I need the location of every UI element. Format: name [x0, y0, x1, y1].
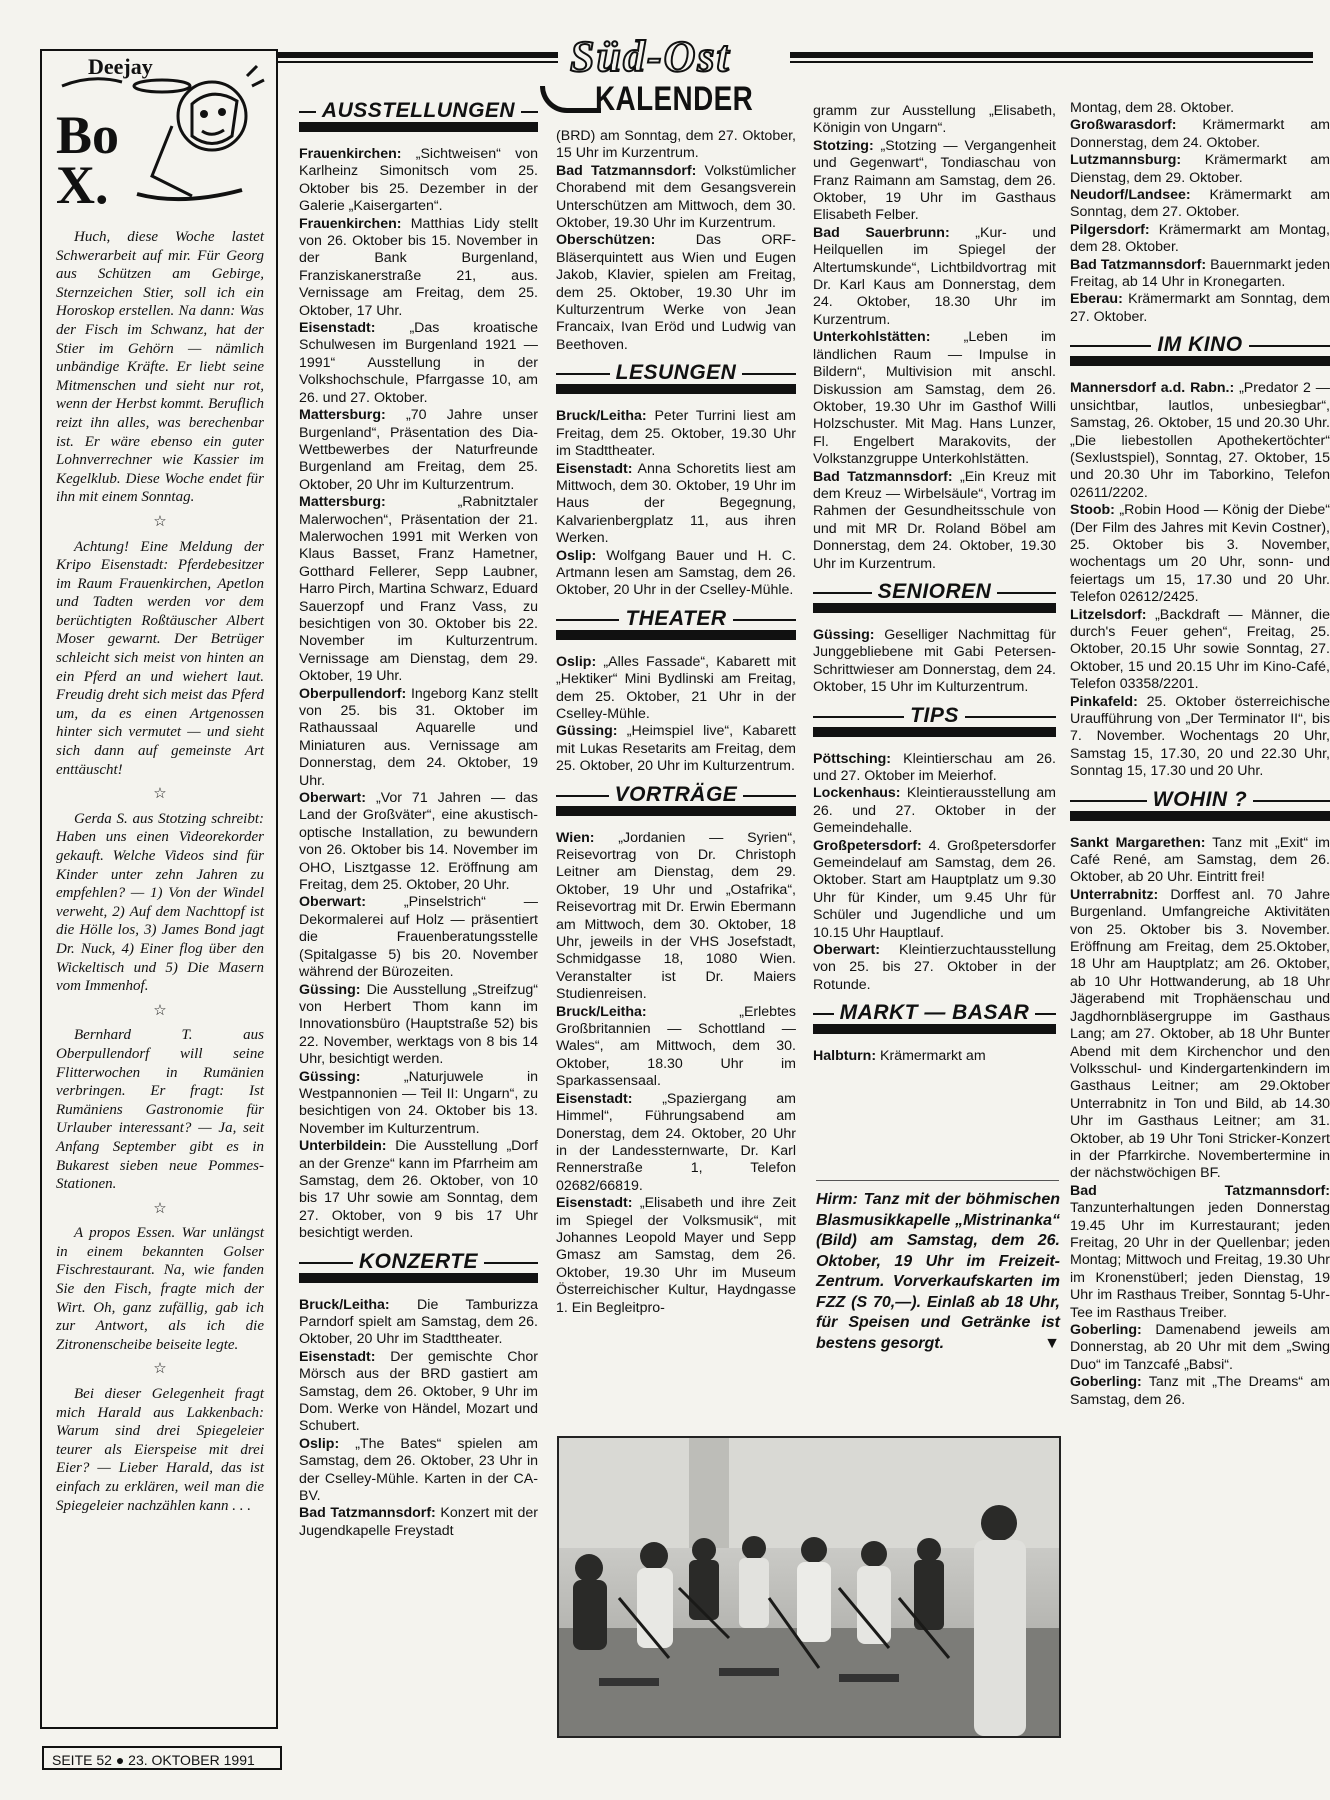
list-item: Unterbildein: Die Ausstellung „Dorf an der Grenze“ kann im Pfarrheim am Samstag, dem 26. Oktober, von 10 bis 17 Uhr sowie am Sonntag, dem 27. Oktober, von 9 bis 17 Uhr besichtigt werden.	[299, 1138, 538, 1242]
list-theater	[556, 654, 796, 776]
list-item: Mattersburg: „70 Jahre unser Burgenland“, Präsentation des Dia-Wettbewerbes der Naturfreunde Burgenland am Freitag, dem 25. Oktober, 20 Uhr im Kulturzentrum.	[299, 407, 538, 493]
column-1	[299, 92, 538, 1540]
band-photo-image-icon	[559, 1438, 1059, 1736]
list-item: Eisenstadt: „Elisabeth und ihre Zeit im Spiegel der Volksmusik“, mit Johannes Leopold Mayer und Sepp Gmasz am Samstag, dem 26. Oktober, 19.30 Uhr im Museum Österreichischer Kultur, Haydngasse 1. Ein Begleitpro-	[556, 1195, 796, 1316]
list-vortraege-cont	[813, 138, 1056, 573]
section-title: LESUNGEN	[610, 361, 743, 384]
section-title: TIPS	[904, 704, 965, 727]
star-separator-icon: ☆	[153, 1002, 167, 1019]
section-header-senioren	[813, 579, 1056, 615]
list-item: Oberwart: „Vor 71 Jahren — das Land der Großväter“, eine akustisch-optische Installation, zu bewundern von 26. Oktober bis 14. November im OHO, Lisztgasse 12. Eröffnung am Freitag, dem 25. Oktober, 20 Uhr.	[299, 790, 538, 894]
list-item: Bruck/Leitha: Die Tamburizza Parndorf spielt am Samstag, dem 26. Oktober, 20 Uhr im Stadttheater.	[299, 1296, 538, 1348]
section-header-ausstellungen	[299, 98, 538, 134]
list-item: Bad Tatzmannsdorf: Bauernmarkt jeden Freitag, ab 14 Uhr in Kronegarten.	[1070, 256, 1330, 291]
list-item: Bad Tatzmannsdorf: „Ein Kreuz mit dem Kreuz — Wirbelsäule“, Vortrag im Rahmen der Gesundheitsschule von und mit MR Dr. Roland Böbel am Donnerstag, dem 24. Oktober, 19.30 Uhr im Kurzentrum.	[813, 468, 1056, 572]
list-item: Frauenkirchen: Matthias Lidy stellt von 26. Oktober bis 15. November in der Bank Burgenland, Franziskanerstraße 21, aus. Vernissage am Freitag, dem 25. Oktober, 17 Uhr.	[299, 215, 538, 319]
top-rule-right	[790, 52, 1313, 58]
list-item: Wien: „Jordanien — Syrien“, Reisevortrag von Dr. Christoph Leitner am Dienstag, dem 29. Oktober, 19 Uhr und „Ostafrika“, Reisevortrag mit Dr. Erwin Ebermann am Mittwoch, dem 30. Oktober, 18 Uhr, jeweils in der VHS Josefstadt, Schmidgasse 18, 1080 Wien. Veranstalter ist Dr. Maiers Studienreisen.	[556, 829, 796, 1003]
list-item: Oberpullendorf: Ingeborg Kanz stellt von 25. bis 31. Oktober im Rathaussaal Aquarelle und Miniaturen aus. Vernissage am Donnerstag, dem 24. Oktober, 19 Uhr.	[299, 685, 538, 789]
masthead-script-title: Süd-Ost	[570, 32, 731, 81]
list-item: Bruck/Leitha: Peter Turrini liest am Freitag, dem 25. Oktober, 19.30 Uhr im Stadttheater.	[556, 408, 796, 460]
list-konzerte	[299, 1297, 538, 1541]
band-photo	[557, 1436, 1061, 1738]
section-title: IM KINO	[1151, 333, 1248, 356]
list-item: Pöttsching: Kleintierschau am 26. und 27. Oktober im Meierhof.	[813, 750, 1056, 784]
section-title: KONZERTE	[353, 1250, 484, 1273]
section-header-vortraege	[556, 782, 796, 818]
deejay-column	[56, 228, 264, 1515]
list-item: Großpetersdorf: 4. Großpetersdorfer Gemeindelauf am Samstag, dem 26. Oktober. Start am Hauptplatz um 9.30 Uhr für Kinder, um 9.45 Uhr für Schüler und Jugendliche und um 10.15 Uhr Hauptlauf.	[813, 837, 1056, 941]
section-header-theater	[556, 606, 796, 642]
column-2	[556, 128, 796, 1317]
list-item: Frauenkirchen: „Sichtweisen“ von Karlheinz Simonitsch vom 25. Oktober bis 25. Dezember in der Galerie „Kaisergarten“.	[299, 146, 538, 215]
list-item: Güssing: Die Ausstellung „Streifzug“ von Herbert Thom kann im Innovationsbüro (Hauptstraße 52) bis 22. November, werktags von 8 bis 14 Uhr, besichtigt werden.	[299, 981, 538, 1068]
star-separator-icon: ☆	[153, 786, 167, 803]
section-header-wohin	[1070, 787, 1330, 823]
list-item: Goberling: Tanz mit „The Dreams“ am Samstag, dem 26.	[1070, 1374, 1330, 1408]
list-senioren	[813, 627, 1056, 697]
bullet-icon: ●	[115, 1752, 125, 1768]
list-item: Unterkohlstätten: „Leben im ländlichen Raum — Impulse in Bildern“, Multivision mit anschl. Diskussion am Samstag, dem 26. Oktober, 19.30 Uhr im Gasthof Willi Holzschuster. Mit Mag. Hans Lunzer, Fl. Engelbert Marakovits, der Volkstanzgruppe Unterkohlstätten.	[813, 329, 1056, 468]
list-item: Sankt Margarethen: Tanz mit „Exit“ im Café René, am Samstag, dem 26. Oktober, ab 20 Uhr. Eintritt frei!	[1070, 834, 1330, 886]
list-item: Lutzmannsburg: Krämermarkt am Dienstag, dem 29. Oktober.	[1070, 152, 1330, 186]
list-item: Pilgersdorf: Krämermarkt am Montag, dem 28. Oktober.	[1070, 221, 1330, 256]
section-title: MARKT — BASAR	[834, 1001, 1036, 1024]
top-rule-right-thin	[790, 61, 1313, 63]
list-item: Mattersburg: „Rabnitztaler Malerwochen“, Präsentation der 21. Malerwochen 1991 mit Werken von Klaus Basset, Franz Hametner, Gotthard Fellerer, Sepp Laubner, Harro Pirch, Martina Schwarz, Eduard Sauerzopf und Franz Vass, zu besichtigen von 30. Oktober bis 22. November im Kulturzentrum. Vernissage am Dienstag, dem 29. Oktober, 19 Uhr.	[299, 494, 538, 685]
list-item: Güssing: „Naturjuwele in Westpannonien — Teil II: Ungarn“, zu besichtigen von 24. Oktober bis 13. November im Kulturzentrum.	[299, 1068, 538, 1137]
list-item: Güssing: „Heimspiel live“, Kabarett mit Lukas Resetarits am Freitag, dem 25. Oktober, 20 Uhr im Kulturzentrum.	[556, 723, 796, 775]
top-rule-left	[262, 52, 558, 58]
section-header-kino	[1070, 332, 1330, 368]
star-separator-icon: ☆	[153, 1200, 167, 1217]
top-rule-left-thin	[262, 61, 558, 63]
photo-caption: Hirm: Tanz mit der böhmischen Blasmusikkapelle „Mistrinanka“ (Bild) am Samstag, dem 26. Oktober, 19 Uhr im Freizeit-Zentrum. Vorverkaufskarten im FZZ (S 70,—). Einlaß ab 18 Uhr, für Speisen und Getränke ist bestens gesorgt. ▼	[816, 1190, 1060, 1354]
masthead-main-title: KALENDER	[595, 80, 754, 118]
section-header-tips	[813, 703, 1056, 739]
list-item: Bad Tatzmannsdorf: Tanzunterhaltungen jeden Donnerstag 19.45 Uhr im Kurrestaurant; jeden Freitag, 20 Uhr in der Quellenbar; jeden Montag; Mittwoch und Freitag, 19.30 Uhr im Kronenstüberl; jeden Dienstag, 19 Uhr im Rasthaus Treiber, Sonntag 5-Uhr-Tee im Rasthaus Treiber.	[1070, 1182, 1330, 1321]
deejay-paragraph: Huch, diese Woche lastet Schwerarbeit auf mir. Für Georg aus Schützen am Gebirge, Sternzeichen Stier, soll ich ein Horoskop erstellen. Na dann: Was der Fisch im Schwanz, hat der Stier im Gehörn — nämlich unbändige Kräfte. Er liebt seine Mitmenschen und sieht nur rot, wenn der Herbst kommt. Beruflich reizt ihn alles, was berechenbar ist. Er wäre ebenso ein guter Lohnverrechner wie Kassier im Kegelklub. Diese Woche endet für ihn mit einem Sonntag.	[56, 229, 264, 506]
deejay-paragraph: Gerda S. aus Stotzing schreibt: Haben uns einen Videorekorder gekauft. Welche Videos sind für Kinder unter zehn Jahren zu empfehlen? — 1) Von der Windel verweht, 2) Auf dem Nachttopf ist die Hölle los, 3) James Bond jagt Dr. Nuck, 4) Einer flog über den Wickeltisch und 5) Die Masern vom Immenhof.	[56, 810, 264, 995]
deejay-paragraph: A propos Essen. War unlängst in einem bekannten Golser Fischrestaurant. Na, wie fanden Sie den Fisch, fragte mich der Wirt. Oh, ganz zufällig, gab ich zur Antwort, als ich die Zitronenscheibe beiseite legte.	[56, 1225, 264, 1353]
section-title: WOHIN ?	[1147, 788, 1253, 811]
list-markt-cont	[1070, 117, 1330, 326]
arrow-down-icon: ▼	[1044, 1334, 1060, 1352]
star-separator-icon: ☆	[153, 513, 167, 530]
section-header-markt	[813, 1000, 1056, 1036]
list-item: Oslip: „Alles Fassade“, Kabarett mit „Hektiker“ Mini Bydlinski am Freitag, dem 25. Oktober, 21 Uhr in der Cselley-Mühle.	[556, 653, 796, 722]
list-lesungen	[556, 408, 796, 599]
list-item: Litzelsdorf: „Backdraft — Männer, die durch's Feuer gehen“, Freitag, 25. Oktober, 20.15 Uhr sowie Sonntag, 27. Oktober, 15 und 20.15 Uhr im Kino-Café, Telefon 03358/2201.	[1070, 606, 1330, 693]
list-item: Bruck/Leitha: „Erlebtes Großbritannien — Schottland — Wales“, am Mittwoch, dem 30. Oktober, 18.30 Uhr im Sparkassensaal.	[556, 1003, 796, 1090]
deejay-paragraph: Bernhard T. aus Oberpullendorf will seine Flitterwochen in Rumänien verbringen. Er fragt: Ist Rumäniens Gastronomie für Urlauber interessant? — Ja, seit Anfang September gibt es in Bukarest sieben neue Pommes-Stationen.	[56, 1027, 264, 1193]
continued-text: (BRD) am Sonntag, dem 27. Oktober, 15 Uhr im Kurzentrum.	[556, 128, 796, 162]
list-item: Eisenstadt: „Spaziergang am Himmel“, Führungsabend am Donerstag, dem 24. Oktober, 20 Uhr in der Landessternwarte, Dr. Karl Rennerstraße 1, Telefon 02682/66819.	[556, 1090, 796, 1194]
page-number: SEITE 52	[52, 1752, 112, 1768]
list-item: Oberschützen: Das ORF-Bläserquintett aus Wien und Eugen Jakob, Klavier, spielen am Freitag, dem 25. Oktober, 19.30 Uhr im Kulturzentrum Werke von Jean Francaix, Ivan Eröd und Ludwig van Beethoven.	[556, 232, 796, 353]
list-item: Eberau: Krämermarkt am Sonntag, dem 27. Oktober.	[1070, 291, 1330, 325]
list-item: Eisenstadt: „Das kroatische Schulwesen im Burgenland 1921 — 1991“ Ausstellung in der Volkshochschule, Pfarrgasse 10, am 26. und 27. Oktober.	[299, 320, 538, 406]
section-title: AUSSTELLUNGEN	[316, 99, 521, 122]
list-markt	[813, 1048, 1056, 1065]
section-header-lesungen	[556, 360, 796, 396]
list-item: Eisenstadt: Der gemischte Chor Mörsch aus der BRD gastiert am Samstag, dem 26. Oktober, 9 Uhr im Dom. Werke von Händel, Mozart und Schubert.	[299, 1348, 538, 1435]
deejay-paragraph: Achtung! Eine Meldung der Kripo Eisenstadt: Pferdebesitzer im Raum Frauenkirchen, Apetlon und Tadten werden vor dem berüchtigten Roßtäuscher Albert Moser gewarnt. Der Betrüger schleicht sich meist von hinten an ein Pferd an und wiehert laut. Freudig dreht sich meist das Pferd um, da es einen Artgenossen hinter sich vermutet — und sieht sich dann auf gemeinste Art enttäuscht!	[56, 538, 264, 778]
list-kino	[1070, 380, 1330, 780]
caption-rule	[816, 1180, 1059, 1181]
list-item: Halbturn: Krämermarkt am	[813, 1048, 986, 1065]
list-item: Bad Sauerbrunn: „Kur- und Heilquellen im Spiegel der Altertumskunde“, Lichtbildvortrag mit Dr. Karl Kaus am Donnerstag, dem 24. Oktober, 18.30 Uhr im Kurzentrum.	[813, 224, 1056, 328]
list-item: Neudorf/Landsee: Krämermarkt am Sonntag, dem 27. Oktober.	[1070, 187, 1330, 221]
section-title: SENIOREN	[872, 580, 998, 603]
column-3	[813, 103, 1056, 1066]
list-item: Unterrabnitz: Dorffest anl. 70 Jahre Burgenland. Umfangreiche Aktivitäten von 25. Oktober bis 3. November. Eröffnung am Freitag, dem 25.Oktober, 18 Uhr am Hauptplatz; am 26. Oktober, ab 10 Uhr Hottwanderung, ab 18 Uhr Jägerabend mit Trophäenschau und Jagdhornbläsergruppe im Gasthaus Lang; am 27. Oktober, ab 18 Uhr Bunter Abend mit dem Kirchenchor und den Volksschul- und Kindergartenkindern im Gasthaus Leitner; am 29.Oktober Unterrabnitz in Ton und Bild, ab 14.30 Uhr im Gasthaus Leitner; am 31. Oktober, ab 19 Uhr Toni Stricker-Konzert in der Pfarrkirche. Novembertermine in der nächstwöchigen BF.	[1070, 886, 1330, 1182]
list-item: Oberwart: Kleintierzuchtausstellung von 25. bis 27. Oktober in der Rotunde.	[813, 942, 1056, 993]
list-item: Goberling: Damenabend jeweils am Donnerstag, ab 20 Uhr mit dem „Swing Duo“ im Tanzcafé „Babsi“.	[1070, 1322, 1330, 1373]
issue-date: 23. OKTOBER 1991	[128, 1752, 255, 1768]
deejay-logo	[52, 56, 267, 216]
list-vortraege	[556, 830, 796, 1317]
list-item: Oberwart: „Pinselstrich“ — Dekormalerei auf Holz — präsentiert die Frauenberatungsstelle (Spitalgasse 5) bis 20. November während der Bürozeiten.	[299, 894, 538, 981]
section-title: THEATER	[619, 607, 732, 630]
masthead-swoosh	[540, 86, 601, 113]
list-wohin	[1070, 835, 1330, 1409]
masthead	[540, 34, 800, 124]
list-item: Eisenstadt: Anna Schoretits liest am Mittwoch, dem 30. Oktober, 19 Uhr im Haus der Begegnung, Kalvarienbergplatz 11, aus ihren Werken.	[556, 460, 796, 547]
list-item: Lockenhaus: Kleintierausstellung am 26. und 27. Oktober in der Gemeindehalle.	[813, 785, 1056, 837]
section-header-konzerte	[299, 1249, 538, 1285]
column-4-clip	[1070, 100, 1330, 1800]
page-footer	[42, 1746, 282, 1770]
deejay-logo-top: Deejay	[88, 54, 153, 79]
list-item: Pinkafeld: 25. Oktober österreichische Uraufführung von „Der Terminator II“, bis 7. November. Wochentags 20 Uhr, Samstag 15, 17.30, 20 und 22.30 Uhr, Sonntag 15, 17.30 und 20 Uhr.	[1070, 693, 1330, 780]
column-4	[1070, 100, 1330, 1409]
deejay-logo-bottom: BoX.	[56, 105, 120, 215]
list-tips	[813, 751, 1056, 995]
list-item: Bad Tatzmannsdorf: Konzert mit der Jugendkapelle Freystadt	[299, 1505, 538, 1539]
deejay-paragraph: Bei dieser Gelegenheit fragt mich Harald aus Lakkenbach: Warum sind drei Spiegeleier teurer als Eierspeise mit drei Eier? — Lieber Harald, das ist einfach zu erklären, weil man die Spiegeleier nachzählen kann . . .	[56, 1386, 264, 1514]
list-item: Stoob: „Robin Hood — König der Diebe“ (Der Film des Jahres mit Kevin Costner), 25. Oktober bis 3. November, wochentags um 20 Uhr, sonn- und feiertags um 15, 17.30 und 20 Uhr. Telefon 02612/2425.	[1070, 502, 1330, 606]
list-item: Großwarasdorf: Krämermarkt am Donnerstag, dem 24. Oktober.	[1070, 117, 1330, 151]
list-ausstellungen	[299, 146, 538, 1243]
list-item: Oslip: „The Bates“ spielen am Samstag, dem 26. Oktober, 23 Uhr in der Cselley-Mühle. Karten in der CA-BV.	[299, 1435, 539, 1505]
continued-text: Montag, dem 28. Oktober.	[1070, 100, 1235, 116]
list-konzerte-cont	[556, 163, 796, 354]
star-separator-icon: ☆	[153, 1361, 167, 1378]
list-item: Bad Tatzmannsdorf: Volkstümlicher Chorabend mit dem Gesangsverein Unterschützen am Mittwoch, dem 30. Oktober, 19.30 Uhr im Kurzentrum.	[556, 162, 796, 232]
list-item: Stotzing: „Stotzing — Vergangenheit und Gegenwart“, Tondiaschau von Franz Raimann am Samstag, dem 26. Oktober, 19 Uhr im Gasthaus Elisabeth Felber.	[813, 137, 1056, 224]
section-title: VORTRÄGE	[609, 783, 744, 806]
list-item: Mannersdorf a.d. Rabn.: „Predator 2 — unsichtbar, lautlos, unbesiegbar“, Samstag, 26. Oktober, 15 und 20.30 Uhr. „Die liebestollen Apothekertöchter“ (Sexlustspiel), Sonntag, 27. Oktober, 15 und 20.30 Uhr im Taborkino, Telefon 02611/2202.	[1070, 380, 1330, 501]
continued-text: gramm zur Ausstellung „Elisabeth, Königin von Ungarn“.	[813, 103, 1056, 137]
list-item: Oslip: Wolfgang Bauer und H. C. Artmann lesen am Samstag, dem 26. Oktober, 20 Uhr in der Cselley-Mühle.	[556, 547, 796, 599]
list-item: Güssing: Geselliger Nachmittag für Junggebliebene mit Gabi Petersen-Schrittwieser am Donnerstag, dem 24. Oktober, 15 Uhr im Kulturzentrum.	[813, 626, 1056, 696]
